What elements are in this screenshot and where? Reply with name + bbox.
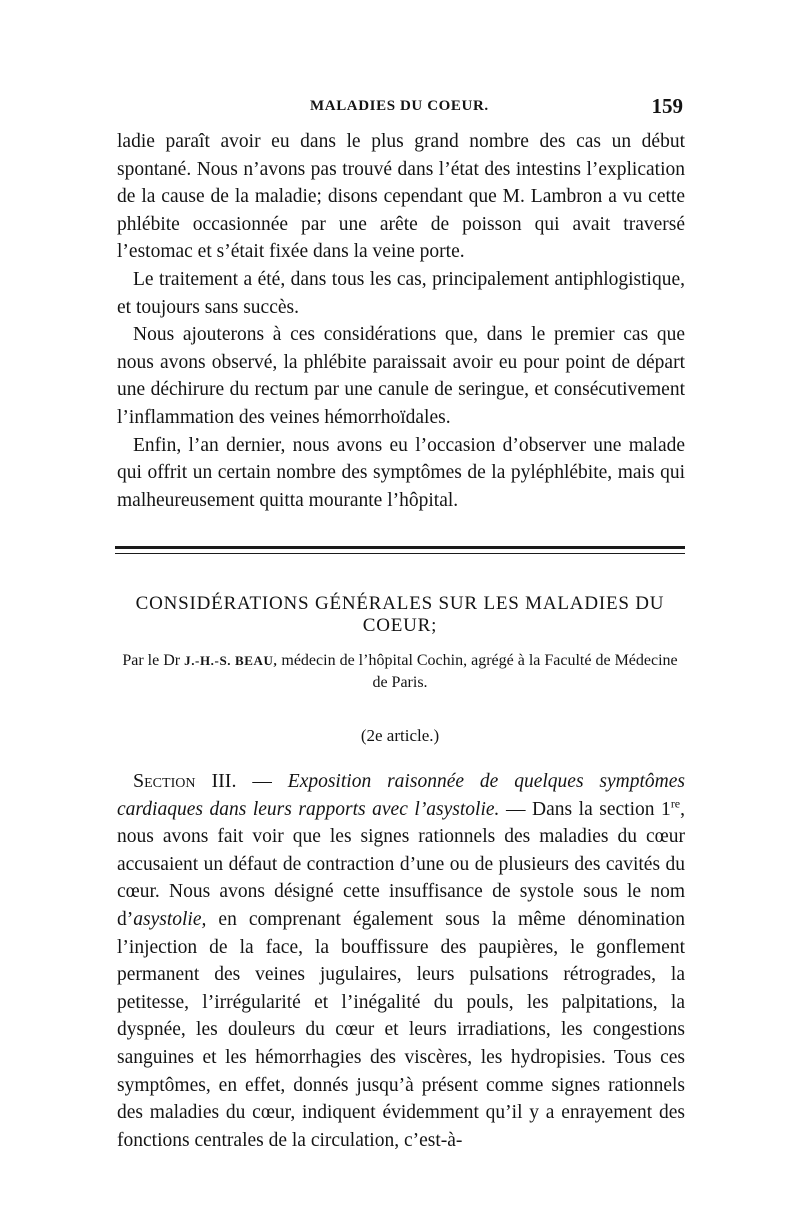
section-text-a: Dans la section 1 bbox=[532, 798, 671, 820]
byline-prefix: Par le Dr bbox=[122, 652, 185, 669]
paragraph-first-case: Nous ajouterons à ces considérations que, dans le premier cas que nous avons observé, la phlébite paraissait avoir eu pour point de départ une déchirure du rectum par une canule de seringue, et consécutivement l’inflammation des veines hémorrhoïdales. bbox=[117, 324, 685, 428]
section-paragraph bbox=[117, 768, 685, 1154]
section-text-b: , nous avons fait voir que les signes rationnels des maladies du cœur accusaient un défaut de contraction d’une ou de plusieurs des cavités du cœur. Nous avons désigné cette insuffisance de systole sous le nom d’ bbox=[117, 798, 686, 930]
page-header bbox=[115, 94, 685, 122]
page-number: 159 bbox=[651, 94, 683, 118]
section-text-c: en comprenant également sous la même dénomination l’injection de la face, la bouffissure des paupières, le gonflement permanent des veines jugulaires, leurs pulsations rétrogrades, la petitesse, l’irrégularité et l’inégalité du pouls, les palpitations, la dyspnée, les douleurs du cœur et leurs irradiations, les congestions sanguines et les hémorrhagies des viscères, les hydropisies. Tous ces symptômes, en effet, donnés jusqu’à présent comme signes rationnels des maladies du cœur, indiquent évidemment qu’il y a enrayement des fonctions centrales de la circulation, c’est-à- bbox=[117, 908, 685, 1151]
section-three-text bbox=[117, 768, 685, 1154]
section-divider-thin bbox=[115, 553, 685, 554]
term-asystolie: asystolie, bbox=[133, 908, 207, 930]
article-number-note: (2e article.) bbox=[360, 726, 440, 745]
ordinal-superscript: re bbox=[670, 796, 681, 811]
section-divider-thick bbox=[115, 546, 685, 549]
byline-affiliation: médecin de l’hôpital Cochin, agrégé à la Faculté de Médecine de Paris. bbox=[277, 652, 678, 691]
article-byline bbox=[115, 650, 685, 694]
section-label: Section III. bbox=[133, 770, 237, 792]
section-dash-2: — bbox=[499, 798, 533, 820]
paragraph-continued: ladie paraît avoir eu dans le plus grand nombre des cas un début spontané. Nous n’avons pas trouvé dans l’état des intestins l’explication de la cause de la maladie; disons cependant que M. Lambron a vu cette phlébite occasionnée par une arête de poisson qui avait traversé l’estomac et s’était fixée dans la veine porte. bbox=[117, 131, 685, 263]
paragraph-last-year: Enfin, l’an dernier, nous avons eu l’occasion d’observer une malade qui offrit un certain nombre des symptômes de la pyléphlébite, mais qui malheureusement quitta mourante l’hôpital. bbox=[117, 434, 685, 511]
section-dash: — bbox=[236, 771, 288, 792]
article-heading: CONSIDÉRATIONS GÉNÉRALES SUR LES MALADIES DU COEUR; bbox=[135, 593, 665, 636]
running-title: MALADIES DU COEUR. bbox=[310, 98, 489, 114]
previous-article-text bbox=[117, 128, 685, 514]
paragraph-treatment: Le traitement a été, dans tous les cas, principalement antiphlogistique, et toujours sans succès. bbox=[117, 268, 685, 318]
byline-author: J.-H.-S. BEAU, bbox=[184, 653, 278, 668]
section-title: Exposition raisonnée de quelques symptômes cardiaques dans leurs rapports avec l’asystolie. bbox=[117, 771, 686, 820]
